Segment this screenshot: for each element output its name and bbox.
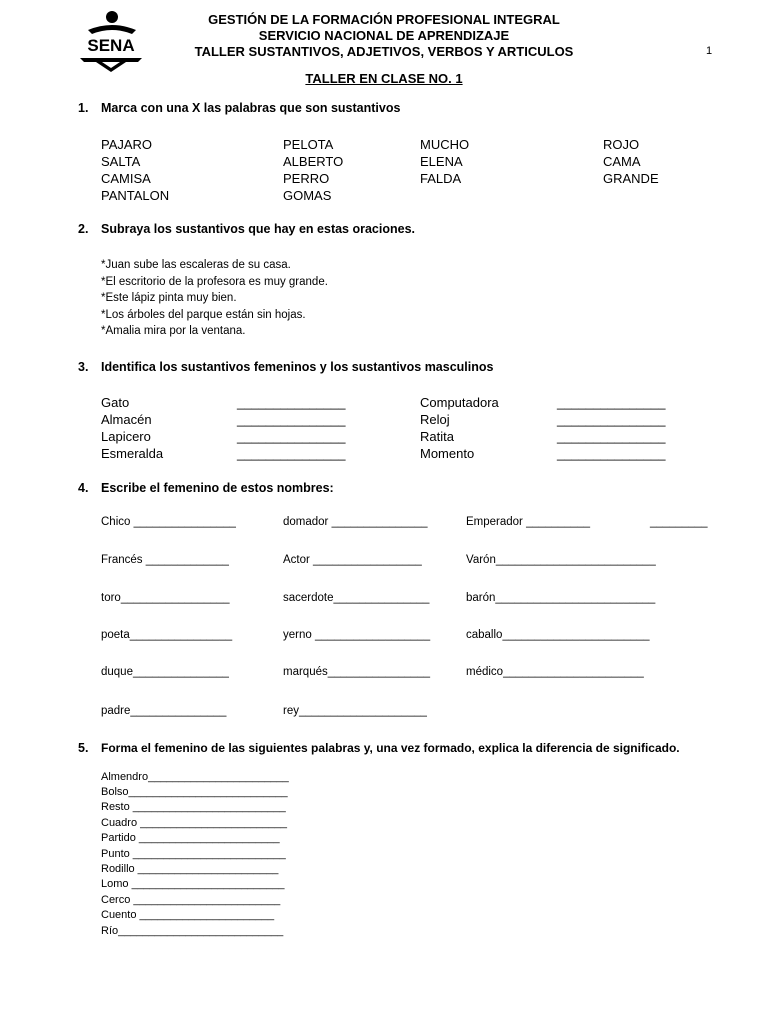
header-line-2: SERVICIO NACIONAL DE APRENDIZAJE xyxy=(258,28,510,43)
q4-item: Chico ________________ xyxy=(101,516,236,528)
q4-item: caballo_______________________ xyxy=(466,629,650,641)
q5-item: Partido _______________________ xyxy=(101,832,280,844)
q5-item: Almendro_______________________ xyxy=(101,771,289,783)
q3-word: Almacén xyxy=(101,412,152,427)
q4-item: duque_______________ xyxy=(101,666,229,678)
q1-word: PAJARO xyxy=(101,137,153,152)
q4-item: médico______________________ xyxy=(466,666,644,678)
q5-item: Lomo _________________________ xyxy=(101,878,285,890)
q3-blank: _______________ xyxy=(557,446,666,461)
header-line-1: GESTIÓN DE LA FORMACIÓN PROFESIONAL INTEGRAL xyxy=(208,12,560,27)
q1-word: CAMA xyxy=(603,154,641,169)
page-number: 1 xyxy=(706,45,713,57)
q1-word: GRANDE xyxy=(603,171,659,186)
q2-sentence: *Juan sube las escaleras de su casa. xyxy=(101,259,291,271)
q2-sentence: *Amalia mira por la ventana. xyxy=(101,325,246,337)
q3-blank: _______________ xyxy=(237,446,346,461)
q3-blank: _______________ xyxy=(237,429,346,444)
q4-item: marqués________________ xyxy=(283,666,431,678)
q4-item: toro_________________ xyxy=(101,592,230,604)
q3-word: Ratita xyxy=(420,429,454,444)
q5-item: Resto _________________________ xyxy=(101,801,286,813)
q1-text: Marca con una X las palabras que son sustantivos xyxy=(101,101,401,115)
q1-word: ROJO xyxy=(603,137,640,152)
q1-word: PANTALON xyxy=(101,188,170,203)
q4-item: Francés _____________ xyxy=(101,554,229,566)
header-line-3: TALLER SUSTANTIVOS, ADJETIVOS, VERBOS Y ARTICULOS xyxy=(194,44,574,59)
q1-word: ALBERTO xyxy=(283,154,344,169)
q5-item: Cuento ______________________ xyxy=(101,909,275,921)
q1-word: CAMISA xyxy=(101,171,151,186)
q3-blank: _______________ xyxy=(557,429,666,444)
q4-number: 4. xyxy=(78,481,89,495)
q1-word: GOMAS xyxy=(283,188,332,203)
q3-blank: _______________ xyxy=(557,395,666,410)
q4-item: Actor _________________ xyxy=(283,554,422,566)
q5-item: Bolso__________________________ xyxy=(101,786,288,798)
q3-text: Identifica los sustantivos femeninos y los sustantivos masculinos xyxy=(101,360,494,374)
q3-blank: _______________ xyxy=(557,412,666,427)
q3-blank: _______________ xyxy=(237,395,346,410)
q2-number: 2. xyxy=(78,222,89,236)
q5-item: Río___________________________ xyxy=(101,925,284,937)
q4-item: _________ xyxy=(650,516,708,528)
logo-text: SENA xyxy=(87,36,135,55)
q1-word: ELENA xyxy=(420,154,463,169)
q3-blank: _______________ xyxy=(237,412,346,427)
q1-number: 1. xyxy=(78,101,89,115)
q4-item: domador _______________ xyxy=(283,516,428,528)
q1-word: SALTA xyxy=(101,154,141,169)
q2-sentence: *El escritorio de la profesora es muy grande. xyxy=(101,276,328,288)
q3-word: Esmeralda xyxy=(101,446,164,461)
page-title: TALLER EN CLASE NO. 1 xyxy=(305,71,463,86)
q5-item: Rodillo _______________________ xyxy=(101,863,279,875)
q4-item: padre_______________ xyxy=(101,705,227,717)
q3-word: Momento xyxy=(420,446,475,461)
q1-word: FALDA xyxy=(420,171,462,186)
q4-item: yerno __________________ xyxy=(283,629,431,641)
q1-word: PELOTA xyxy=(283,137,334,152)
q5-item: Punto _________________________ xyxy=(101,848,286,860)
q4-item: Varón_________________________ xyxy=(466,554,656,566)
q4-item: poeta________________ xyxy=(101,629,233,641)
q2-text: Subraya los sustantivos que hay en estas oraciones. xyxy=(101,222,416,236)
q4-item: sacerdote_______________ xyxy=(283,592,430,604)
q5-item: Cuadro ________________________ xyxy=(101,817,287,829)
q1-word: PERRO xyxy=(283,171,330,186)
q4-item: Emperador __________ xyxy=(466,516,591,528)
q4-text: Escribe el femenino de estos nombres: xyxy=(101,481,334,495)
q2-sentence: *Este lápiz pinta muy bien. xyxy=(101,292,237,304)
q4-item: barón_________________________ xyxy=(466,592,656,604)
q5-item: Cerco ________________________ xyxy=(101,894,281,906)
q3-word: Computadora xyxy=(420,395,499,410)
q1-word: MUCHO xyxy=(420,137,470,152)
q5-text: Forma el femenino de las siguientes palabras y, una vez formado, explica la diferencia de significado. xyxy=(101,741,680,755)
q2-sentence: *Los árboles del parque están sin hojas. xyxy=(101,309,306,321)
q4-item: rey____________________ xyxy=(283,705,427,717)
q3-word: Gato xyxy=(101,395,130,410)
q5-number: 5. xyxy=(78,741,89,755)
q3-word: Reloj xyxy=(420,412,450,427)
q3-number: 3. xyxy=(78,360,89,374)
q3-word: Lapicero xyxy=(101,429,151,444)
